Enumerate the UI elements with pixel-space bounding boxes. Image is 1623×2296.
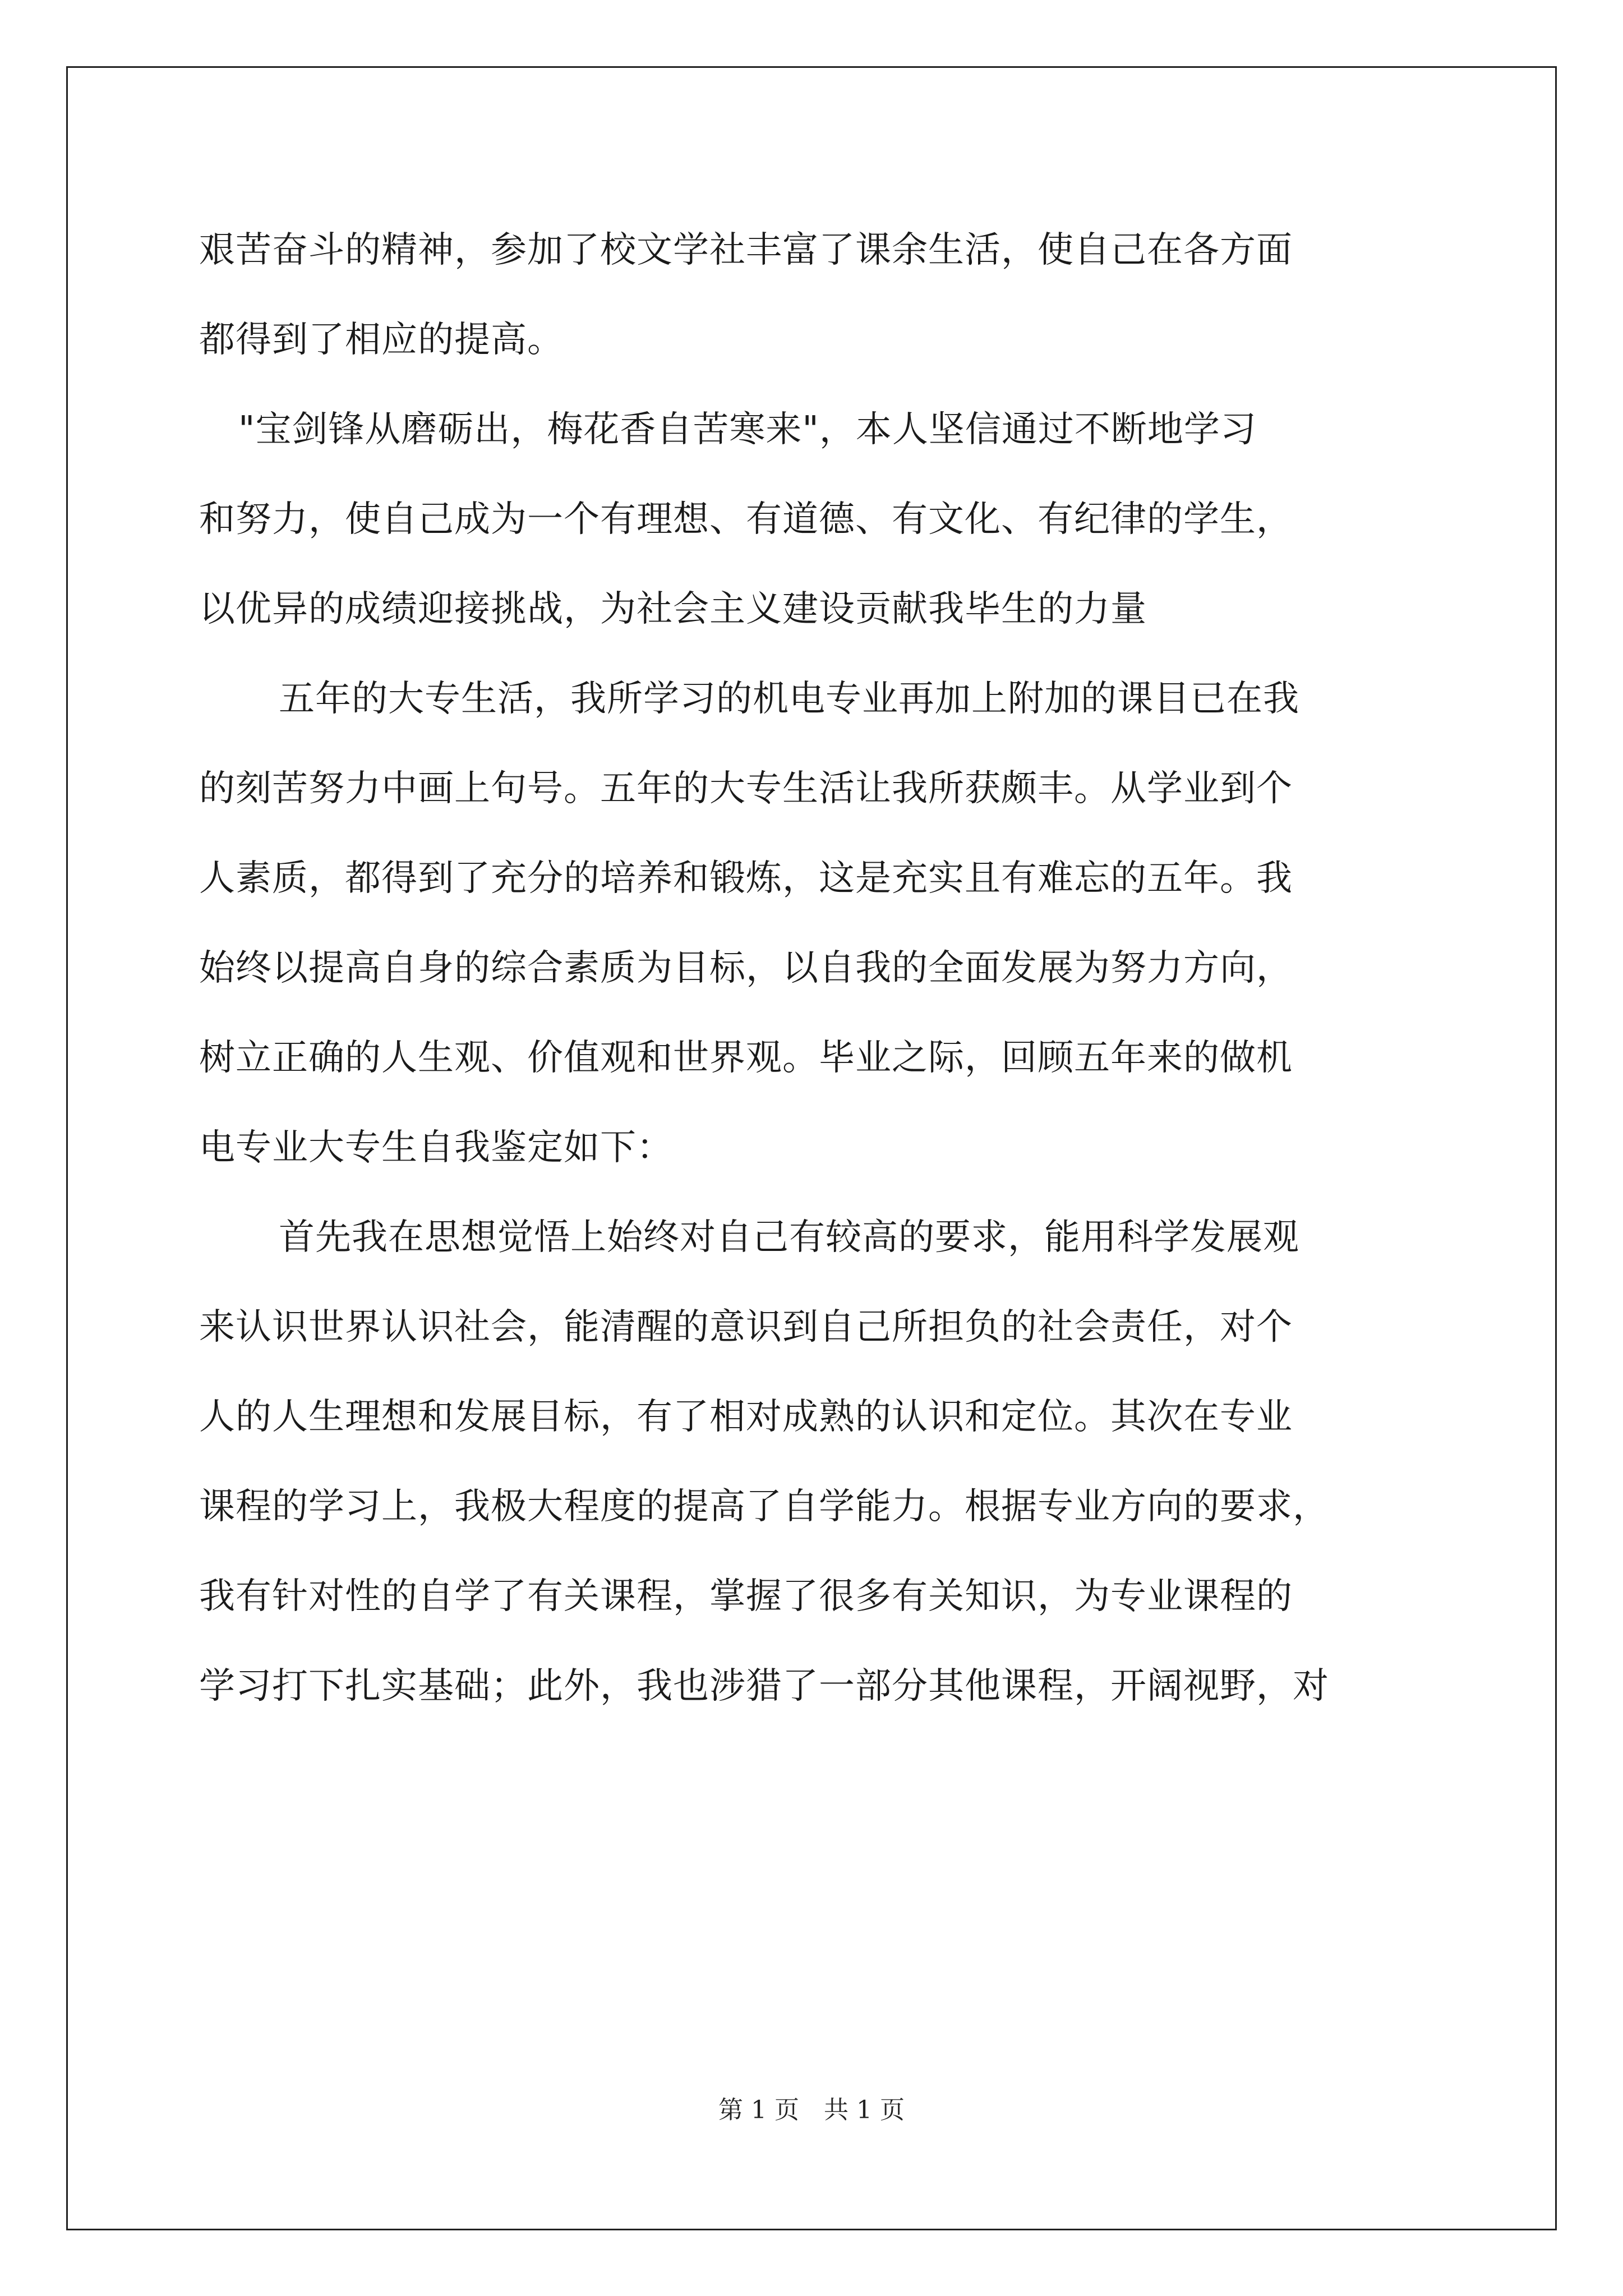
paragraph-line: 首先我在思想觉悟上始终对自己有较高的要求，能用科学发展观: [279, 1217, 1299, 1258]
paragraph-line: 人的人生理想和发展目标，有了相对成熟的认识和定位。其次在专业: [199, 1396, 1293, 1438]
paragraph-line: 五年的大专生活，我所学习的机电专业再加上附加的课目已在我: [279, 678, 1299, 720]
paragraph-line: 课程的学习上，我极大程度的提高了自学能力。根据专业方向的要求，: [199, 1486, 1329, 1527]
paragraph-line: 电专业大专生自我鉴定如下：: [199, 1127, 673, 1168]
paragraph-line: 学习打下扎实基础；此外，我也涉猎了一部分其他课程，开阔视野，对: [199, 1665, 1329, 1707]
paragraph-line: 都得到了相应的提高。: [199, 319, 564, 361]
paragraph-line: 我有针对性的自学了有关课程，掌握了很多有关知识，为专业课程的: [199, 1576, 1293, 1617]
paragraph-line: 和努力，使自己成为一个有理想、有道德、有文化、有纪律的学生，: [199, 499, 1293, 540]
paragraph-line: 来认识世界认识社会，能清醒的意识到自己所担负的社会责任，对个: [199, 1306, 1293, 1348]
paragraph-line: 的刻苦努力中画上句号。五年的大专生活让我所获颇丰。从学业到个: [199, 768, 1293, 809]
paragraph-line: 始终以提高自身的综合素质为目标，以自我的全面发展为努力方向，: [199, 947, 1293, 989]
page-number-footer: 第 1 页 共 1 页: [718, 2096, 905, 2124]
paragraph-line: 人素质，都得到了充分的培养和锻炼，这是充实且有难忘的五年。我: [199, 858, 1293, 899]
paragraph-line: "宝剑锋从磨砺出，梅花香自苦寒来"，本人坚信通过不断地学习: [238, 409, 1257, 450]
paragraph-line: 树立正确的人生观、价值观和世界观。毕业之际，回顾五年来的做机: [199, 1037, 1293, 1079]
paragraph-line: 以优异的成绩迎接挑战，为社会主义建设贡献我毕生的力量: [199, 588, 1147, 630]
paragraph-line: 艰苦奋斗的精神，参加了校文学社丰富了课余生活，使自己在各方面: [199, 229, 1293, 271]
